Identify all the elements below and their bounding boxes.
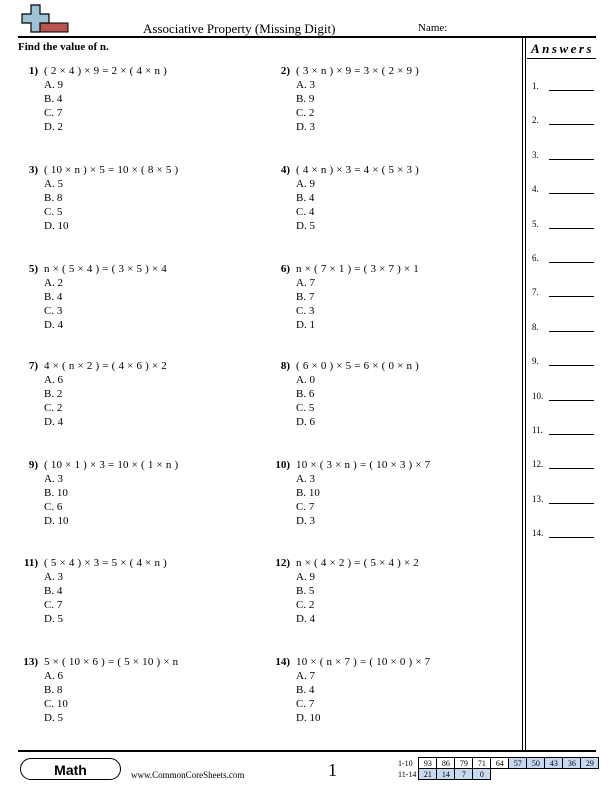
answer-choice[interactable]: A. 6 [44,670,63,682]
answer-number: 11. [532,425,543,435]
problem-number: 14) [275,656,290,668]
problem [18,556,238,626]
answer-choice[interactable]: A. 7 [296,670,315,682]
answer-blank[interactable] [549,296,594,297]
answer-choice[interactable]: D. 3 [296,515,315,527]
problem [270,458,490,528]
problem [270,262,490,332]
answer-choice[interactable]: B. 4 [296,684,315,696]
answer-choice[interactable]: A. 3 [296,473,315,485]
score-cell: 21 [419,769,437,780]
problem-number: 6) [280,263,290,275]
problem [270,64,490,134]
answer-choice[interactable]: B. 8 [44,684,63,696]
answer-choice[interactable]: A. 3 [44,571,63,583]
answer-choice[interactable]: C. 7 [296,698,315,710]
answer-line [532,423,594,435]
answer-choice[interactable]: A. 7 [296,277,315,289]
answer-choice[interactable]: B. 10 [44,487,68,499]
answer-choice[interactable]: D. 4 [296,613,315,625]
answer-choice[interactable]: C. 2 [296,107,315,119]
score-cell: 36 [563,758,581,769]
problem-header [270,359,490,373]
answer-blank[interactable] [549,159,594,160]
problem-equation: ( 10 × 1 ) × 3 = 10 × ( 1 × n ) [44,459,179,471]
problem [18,458,238,528]
score-cell: 71 [473,758,491,769]
answer-choice[interactable]: A. 0 [296,374,315,386]
worksheet-title: Associative Property (Missing Digit) [143,21,336,36]
answer-line [532,182,594,194]
answer-choice[interactable]: A. 5 [44,178,63,190]
problem-header [18,163,238,177]
problem-header [18,556,238,570]
problem [18,359,238,429]
score-cell: 0 [473,769,491,780]
problem-header [18,262,238,276]
score-cell: 43 [545,758,563,769]
score-range-label: 11-14 [398,769,417,779]
answer-choices [296,472,490,528]
answer-choice[interactable]: B. 6 [296,388,315,400]
answer-choice[interactable]: C. 3 [44,305,63,317]
answer-choice[interactable]: C. 5 [44,206,63,218]
subject-badge: Math [20,758,121,780]
answer-choice[interactable]: A. 9 [296,571,315,583]
problem-equation: ( 3 × n ) × 9 = 3 × ( 2 × 9 ) [296,65,419,77]
score-cell: 64 [491,758,509,769]
problem-equation: ( 6 × 0 ) × 5 = 6 × ( 0 × n ) [296,360,419,372]
problem-equation: n × ( 5 × 4 ) = ( 3 × 5 ) × 4 [44,263,167,275]
problem-header [270,64,490,78]
problem-number: 13) [23,656,38,668]
problem-equation: n × ( 7 × 1 ) = ( 3 × 7 ) × 1 [296,263,419,275]
answer-choices [44,276,238,332]
answer-number: 8. [532,321,539,332]
score-row [396,758,599,769]
problem-number: 7) [28,360,38,372]
problem-number: 4) [280,164,290,176]
answer-number: 6. [532,253,539,263]
header-rule [18,36,596,38]
problem-equation: 4 × ( n × 2 ) = ( 4 × 6 ) × 2 [44,360,167,372]
answer-blank[interactable] [549,262,594,263]
answer-choice[interactable]: D. 10 [44,515,69,527]
answer-choice[interactable]: B. 7 [296,291,315,303]
problem-header [270,655,490,669]
answer-choices [296,373,490,429]
answer-choices [296,177,490,233]
answer-choices [296,276,490,332]
answer-choice[interactable]: C. 7 [44,107,63,119]
answer-choice[interactable]: C. 3 [296,305,315,317]
answer-choice[interactable]: C. 6 [44,501,63,513]
answer-choice[interactable]: B. 8 [44,192,63,204]
answer-choice[interactable]: D. 4 [44,416,63,428]
answer-choices [44,669,238,725]
problem [18,262,238,332]
answer-choices [296,669,490,725]
score-range-label: 1-10 [398,758,413,768]
problem-equation: n × ( 4 × 2 ) = ( 5 × 4 ) × 2 [296,557,419,569]
answer-number: 12. [532,459,544,470]
answer-choice[interactable]: B. 4 [44,585,63,597]
name-label: Name: [418,22,448,34]
answer-choice[interactable]: D. 4 [44,319,63,331]
problem-number: 5) [28,263,38,275]
answer-choice[interactable]: B. 9 [296,93,315,105]
answer-line [532,113,594,125]
answer-blank[interactable] [549,193,594,194]
answer-blank[interactable] [549,124,594,125]
problem-header [18,655,238,669]
answer-choice[interactable]: A. 9 [296,178,315,190]
problem-header [270,556,490,570]
answer-number: 2. [532,115,539,126]
problem-header [18,458,238,472]
answer-choice[interactable]: D. 6 [296,416,315,428]
answer-line [532,285,594,297]
answer-line [532,251,594,263]
problem-header [270,163,490,177]
answer-blank[interactable] [549,537,594,538]
answer-choices [44,177,238,233]
problem [270,655,490,725]
answer-choice[interactable]: A. 3 [296,79,315,91]
answer-blank[interactable] [549,468,594,469]
answer-choices [44,373,238,429]
problem [18,64,238,134]
answer-choice[interactable]: C. 4 [296,206,315,218]
problem [18,163,238,233]
footer-rule [18,750,596,752]
page-number: 1 [328,760,337,780]
plus-logo-icon [18,4,70,36]
answer-blank[interactable] [549,228,594,229]
answer-choice[interactable]: B. 10 [296,487,320,499]
answer-line [532,217,594,229]
problem-equation: ( 10 × n ) × 5 = 10 × ( 8 × 5 ) [44,164,179,176]
answer-choice[interactable]: C. 2 [44,402,63,414]
answer-line [532,354,594,366]
answer-choices [296,570,490,626]
instructions: Find the value of n. [18,41,109,53]
answer-line [532,79,594,91]
answer-choice[interactable]: B. 2 [44,388,63,400]
score-cell: 86 [437,758,455,769]
answer-number: 10. [532,390,544,401]
answer-choice[interactable]: C. 10 [44,698,68,710]
problem-equation: 5 × ( 10 × 6 ) = ( 5 × 10 ) × n [44,656,179,668]
problem-number: 10) [275,459,290,471]
answer-choice[interactable]: C. 5 [296,402,315,414]
answer-choice[interactable]: D. 5 [44,613,63,625]
answer-number: 7. [532,287,539,298]
answer-choices [44,570,238,626]
problem [270,359,490,429]
problem-header [270,458,490,472]
answer-line [532,389,594,401]
answer-blank[interactable] [549,434,594,435]
answer-choice[interactable]: B. 4 [296,192,315,204]
answer-choice[interactable]: A. 9 [44,79,63,91]
answer-line [532,457,594,469]
problem-number: 11) [23,557,38,569]
problem [270,556,490,626]
answer-blank[interactable] [549,331,594,332]
answer-choice[interactable]: B. 4 [44,291,63,303]
answer-choice[interactable]: A. 6 [44,374,63,386]
answer-line [532,320,594,332]
answer-number: 13. [532,493,544,504]
problem-number: 8) [280,360,290,372]
score-table [396,757,599,780]
score-cell: 7 [455,769,473,780]
answer-choice[interactable]: D. 5 [44,712,63,724]
answer-choice[interactable]: C. 2 [296,599,315,611]
answer-choice[interactable]: D. 10 [296,712,321,724]
answer-choice[interactable]: D. 5 [296,220,315,232]
answer-line [532,148,594,160]
problem-equation: ( 5 × 4 ) × 3 = 5 × ( 4 × n ) [44,557,167,569]
problem [270,163,490,233]
answer-choices [44,472,238,528]
answer-choice[interactable]: C. 7 [296,501,315,513]
score-cell: 57 [509,758,527,769]
problem [18,655,238,725]
answer-number: 4. [532,184,539,195]
answer-choice[interactable]: C. 7 [44,599,63,611]
answers-title: Answers [531,41,595,56]
answer-line [532,526,594,538]
answer-choice[interactable]: D. 2 [44,121,63,133]
column-divider [525,36,526,750]
answer-number: 1. [532,81,539,91]
answer-blank[interactable] [549,90,594,91]
score-cell: 29 [581,758,599,769]
answer-choice[interactable]: A. 3 [44,473,63,485]
answer-number: 3. [532,149,539,160]
problem-number: 2) [280,65,290,77]
answer-number: 5. [532,218,539,229]
answer-choice[interactable]: D. 3 [296,121,315,133]
answer-blank[interactable] [549,365,594,366]
score-cell: 14 [437,769,455,780]
answer-number: 9. [532,356,539,367]
problem-equation: 10 × ( 3 × n ) = ( 10 × 3 ) × 7 [296,459,431,471]
score-cell: 79 [455,758,473,769]
answers-rule [527,58,596,59]
answer-choice[interactable]: B. 4 [44,93,63,105]
problem-header [18,64,238,78]
answer-choice[interactable]: D. 10 [44,220,69,232]
answer-choice[interactable]: D. 1 [296,319,315,331]
website-link[interactable]: www.CommonCoreSheets.com [131,770,245,780]
answer-blank[interactable] [549,503,594,504]
answer-choice[interactable]: A. 2 [44,277,63,289]
problem-number: 3) [28,164,38,176]
problem-header [270,262,490,276]
answer-choice[interactable]: B. 5 [296,585,315,597]
score-cell: 50 [527,758,545,769]
problem-equation: 10 × ( n × 7 ) = ( 10 × 0 ) × 7 [296,656,431,668]
problem-equation: ( 4 × n ) × 3 = 4 × ( 5 × 3 ) [296,164,419,176]
score-cell: 93 [419,758,437,769]
problem-number: 12) [275,557,290,569]
problem-number: 1) [28,65,38,77]
column-divider [522,36,523,750]
answer-number: 14. [532,528,544,539]
answer-choices [296,78,490,134]
answer-choices [44,78,238,134]
problem-number: 9) [28,459,38,471]
problem-header [18,359,238,373]
score-row [396,769,599,780]
answer-blank[interactable] [549,400,594,401]
answer-line [532,492,594,504]
problem-equation: ( 2 × 4 ) × 9 = 2 × ( 4 × n ) [44,65,167,77]
